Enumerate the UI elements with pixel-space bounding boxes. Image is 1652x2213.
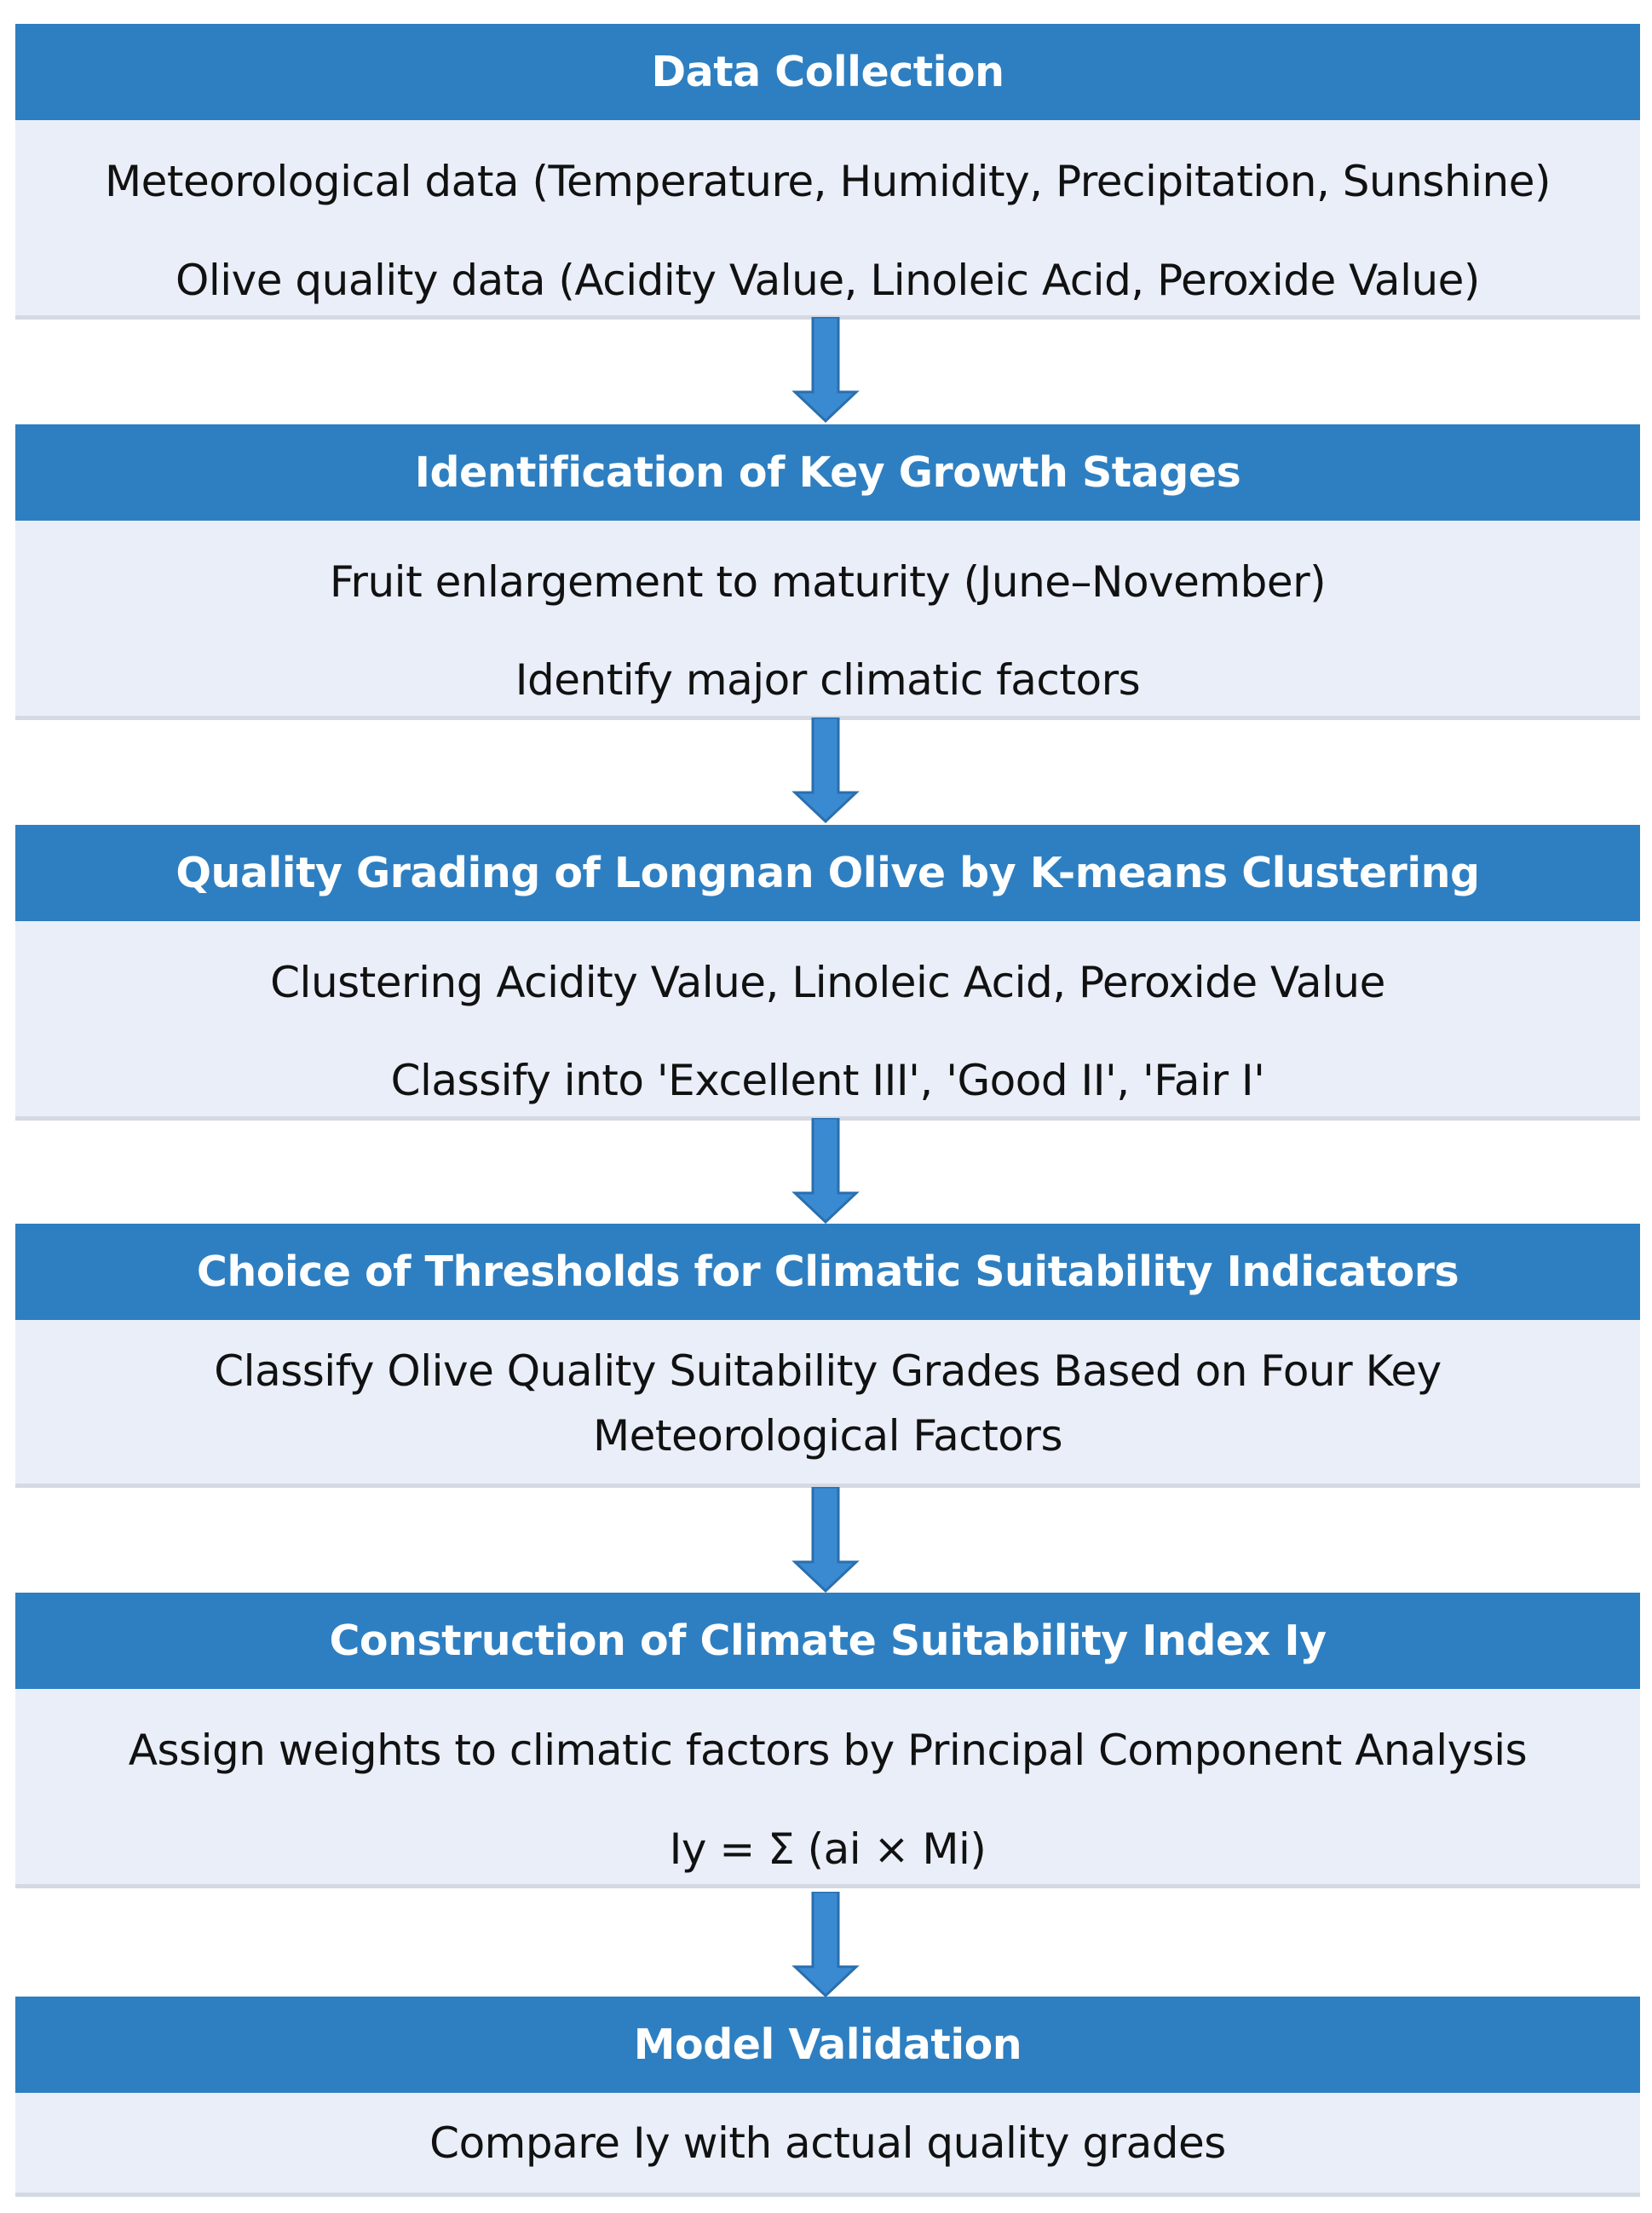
- stage-text-line: Compare Iy with actual quality grades: [429, 2118, 1226, 2168]
- stage-title: Quality Grading of Longnan Olive by K-means Clustering: [15, 825, 1640, 921]
- stage-title: Model Validation: [15, 1997, 1640, 2093]
- stage-body: [15, 921, 1640, 1116]
- stage-text-line: Assign weights to climatic factors by Principal Component Analysis: [128, 1726, 1528, 1775]
- stage-text-line: Fruit enlargement to maturity (June–November): [329, 557, 1327, 607]
- stage-text-line: Meteorological data (Temperature, Humidity, Precipitation, Sunshine): [105, 157, 1551, 206]
- stage-text-line: Classify Olive Quality Suitability Grades Based on Four Key: [214, 1346, 1442, 1396]
- down-arrow-icon: [791, 1892, 860, 1997]
- stage-body: [15, 1689, 1640, 1884]
- stage-text-line: Clustering Acidity Value, Linoleic Acid, Peroxide Value: [270, 958, 1385, 1007]
- stage-title: Choice of Thresholds for Climatic Suitability Indicators: [15, 1224, 1640, 1320]
- stage-title: Data Collection: [15, 24, 1640, 120]
- down-arrow-icon: [791, 317, 860, 423]
- down-arrow-icon: [791, 1118, 860, 1224]
- down-arrow-icon: [791, 1487, 860, 1593]
- stage-body: [15, 1320, 1640, 1484]
- stage-text-line: Identify major climatic factors: [515, 655, 1141, 705]
- stage-text-line: Olive quality data (Acidity Value, Linoleic Acid, Peroxide Value): [176, 256, 1480, 305]
- stage-text-line: Iy = Σ (ai × Mi): [669, 1824, 987, 1874]
- down-arrow-icon: [791, 717, 860, 823]
- stage-body: [15, 2093, 1640, 2193]
- stage-body: [15, 521, 1640, 716]
- stage-text-line: Classify into 'Excellent III', 'Good II', 'Fair I': [390, 1056, 1265, 1105]
- stage-title: Construction of Climate Suitability Index Iy: [15, 1593, 1640, 1689]
- stage-body: [15, 120, 1640, 315]
- stage-title: Identification of Key Growth Stages: [15, 424, 1640, 521]
- stage-text-line: Meteorological Factors: [592, 1411, 1063, 1461]
